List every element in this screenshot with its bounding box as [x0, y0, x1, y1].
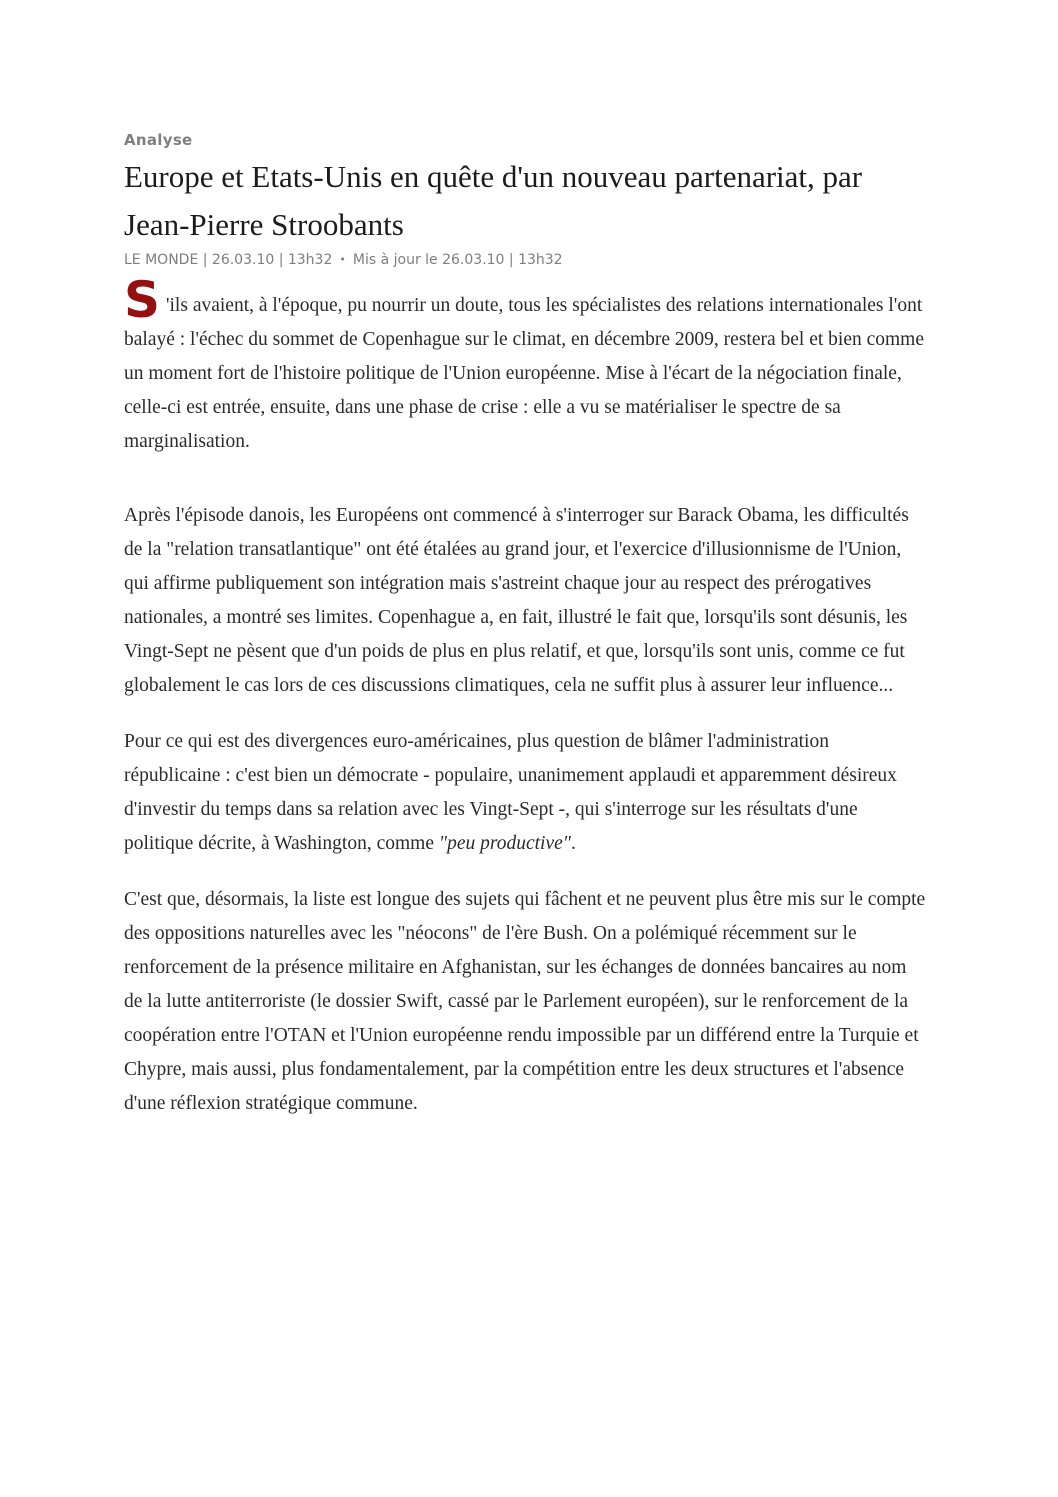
byline-source-date: LE MONDE | 26.03.10 | 13h32 [124, 252, 333, 268]
paragraph-3-tail: . [570, 833, 576, 854]
article [124, 131, 926, 1121]
article-byline [124, 251, 926, 269]
article-title: Europe et Etats-Unis en quête d'un nouveau partenariat, par Jean-Pierre Stroobants [124, 159, 863, 242]
byline-updated: Mis à jour le 26.03.10 | 13h32 [352, 252, 563, 268]
article-body [124, 271, 926, 1121]
paragraph-2-text: Après l'épisode danois, les Européens ont commencé à s'interroger sur Barack Obama, les difficultés de la "relation transatlantique" ont été étalées au grand jour, et l'exercice d'illusionnisme de l'Union, qui affirme publiquement son intégration mais s'astreint chaque jour au respect des prérogatives nationales, a montré ses limites. Copenhague a, en fait, illustré le fait que, lorsqu'ils sont désunis, les Vingt-Sept ne pèsent que d'un poids de plus en plus relatif, et que, lorsqu'ils sont unis, comme ce fut globalement le cas lors de ces discussions climatiques, cela ne suffit plus à assurer leur influence... [124, 505, 909, 696]
paragraph-4 [124, 883, 926, 1121]
paragraph-3-italic-quote: "peu productive" [438, 833, 571, 854]
paragraph-1-text: 'ils avaient, à l'époque, pu nourrir un doute, tous les spécialistes des relations internationales l'ont balayé : l'échec du sommet de Copenhague sur le climat, en décembre 2009, restera bel et bien comme un moment fort de l'histoire politique de l'Union européenne. Mise à l'écart de la négociation finale, celle-ci est entrée, ensuite, dans une phase de crise : elle a vu se matérialiser le spectre de sa marginalisation. [124, 295, 924, 452]
paragraph-2 [124, 499, 926, 703]
paragraph-1 [124, 271, 926, 459]
dropcap-letter: S [124, 271, 161, 329]
paragraph-3-text: Pour ce qui est des divergences euro-américaines, plus question de blâmer l'administration républicaine : c'est bien un démocrate - populaire, unanimement applaudi et apparemment désireux d'investir du temps dans sa relation avec les Vingt-Sept -, qui s'interroge sur les résultats d'une politique décrite, à Washington, comme [124, 731, 897, 854]
paragraph-4-text: C'est que, désormais, la liste est longue des sujets qui fâchent et ne peuvent plus être mis sur le compte des oppositions naturelles avec les "néocons" de l'ère Bush. On a polémiqué récemment sur le renforcement de la présence militaire en Afghanistan, sur les échanges de données bancaires au nom de la lutte antiterroriste (le dossier Swift, cassé par le Parlement européen), sur le renforcement de la coopération entre l'OTAN et l'Union européenne rendu impossible par un différend entre la Turquie et Chypre, mais aussi, plus fondamentalement, par la compétition entre les deux structures et l'absence d'une réflexion stratégique commune. [124, 889, 926, 1114]
article-kicker: Analyse [124, 131, 193, 149]
paragraph-3 [124, 725, 926, 861]
byline-bullet-separator: • [339, 253, 346, 266]
